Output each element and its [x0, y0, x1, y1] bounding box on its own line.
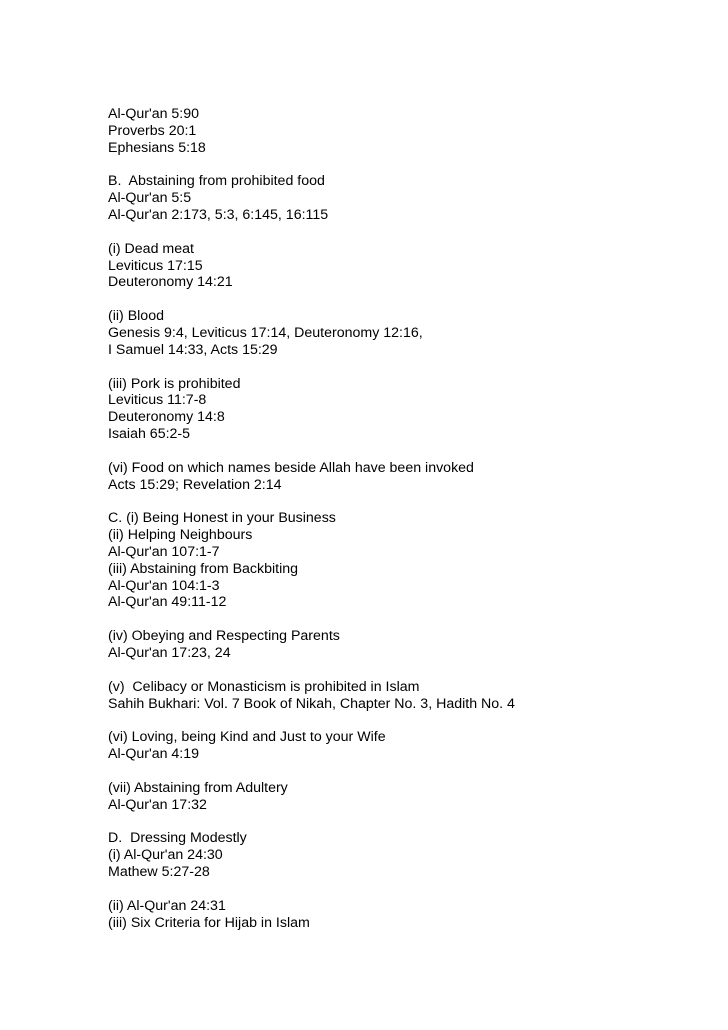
reference-group — [108, 376, 708, 443]
reference-group — [108, 628, 708, 662]
section-d-group — [108, 830, 708, 881]
subheading: (iv) Obeying and Respecting Parents — [108, 628, 340, 645]
reference-group — [108, 308, 708, 359]
subheading: (iii) Pork is prohibited — [108, 375, 241, 392]
section-b-group — [108, 173, 708, 224]
text-line: I Samuel 14:33, Acts 15:29 — [108, 341, 278, 358]
text-line: Genesis 9:4, Leviticus 17:14, Deuteronomy 12:16, — [108, 324, 423, 341]
text-line: Deuteronomy 14:8 — [108, 409, 225, 426]
subheading: (v) Celibacy or Monasticism is prohibited in Islam — [108, 678, 420, 695]
subheading: (i) Dead meat — [108, 240, 194, 257]
text-line: Mathew 5:27-28 — [108, 863, 210, 880]
text-line: Leviticus 11:7-8 — [108, 392, 207, 409]
text-line: Isaiah 65:2-5 — [108, 426, 191, 443]
reference-group — [108, 780, 708, 814]
text-line: Leviticus 17:15 — [108, 257, 203, 274]
subheading: (ii) Helping Neighbours — [108, 527, 253, 544]
text-line: Sahih Bukhari: Vol. 7 Book of Nikah, Chapter No. 3, Hadith No. 4 — [108, 695, 515, 712]
document-page — [108, 106, 708, 948]
subheading: (iii) Six Criteria for Hijab in Islam — [108, 914, 310, 931]
text-line: Deuteronomy 14:21 — [108, 274, 233, 291]
text-line: Proverbs 20:1 — [108, 122, 197, 139]
section-heading: C. (i) Being Honest in your Business — [108, 510, 336, 527]
reference-group — [108, 460, 708, 494]
reference-group — [108, 679, 708, 713]
subheading: (vi) Food on which names beside Allah have been invoked — [108, 459, 474, 476]
section-c-group — [108, 510, 708, 611]
text-line: Al-Qur'an 107:1-7 — [108, 543, 220, 560]
text-line: Al-Qur'an 17:32 — [108, 796, 207, 813]
reference-group — [108, 106, 708, 157]
text-line: Al-Qur'an 5:90 — [108, 106, 200, 122]
text-line: Al-Qur'an 17:23, 24 — [108, 645, 231, 661]
reference-group — [108, 898, 708, 932]
text-line: Ephesians 5:18 — [108, 139, 206, 156]
text-line: Al-Qur'an 5:5 — [108, 190, 192, 207]
reference-group — [108, 729, 708, 763]
text-line: Al-Qur'an 2:173, 5:3, 6:145, 16:115 — [108, 207, 329, 224]
section-heading: B. Abstaining from prohibited food — [108, 173, 325, 190]
text-line: Al-Qur'an 49:11-12 — [108, 594, 227, 611]
subheading: (iii) Abstaining from Backbiting — [108, 560, 299, 577]
reference-group — [108, 241, 708, 292]
text-line: Acts 15:29; Revelation 2:14 — [108, 476, 282, 493]
subheading: (vi) Loving, being Kind and Just to your Wife — [108, 729, 386, 746]
text-line: (ii) Al-Qur'an 24:31 — [108, 897, 226, 914]
text-line: Al-Qur'an 104:1-3 — [108, 577, 220, 594]
section-heading: D. Dressing Modestly — [108, 830, 247, 847]
text-line: (i) Al-Qur'an 24:30 — [108, 847, 223, 864]
text-line: Al-Qur'an 4:19 — [108, 746, 200, 763]
subheading: (vii) Abstaining from Adultery — [108, 779, 288, 796]
subheading: (ii) Blood — [108, 308, 164, 325]
